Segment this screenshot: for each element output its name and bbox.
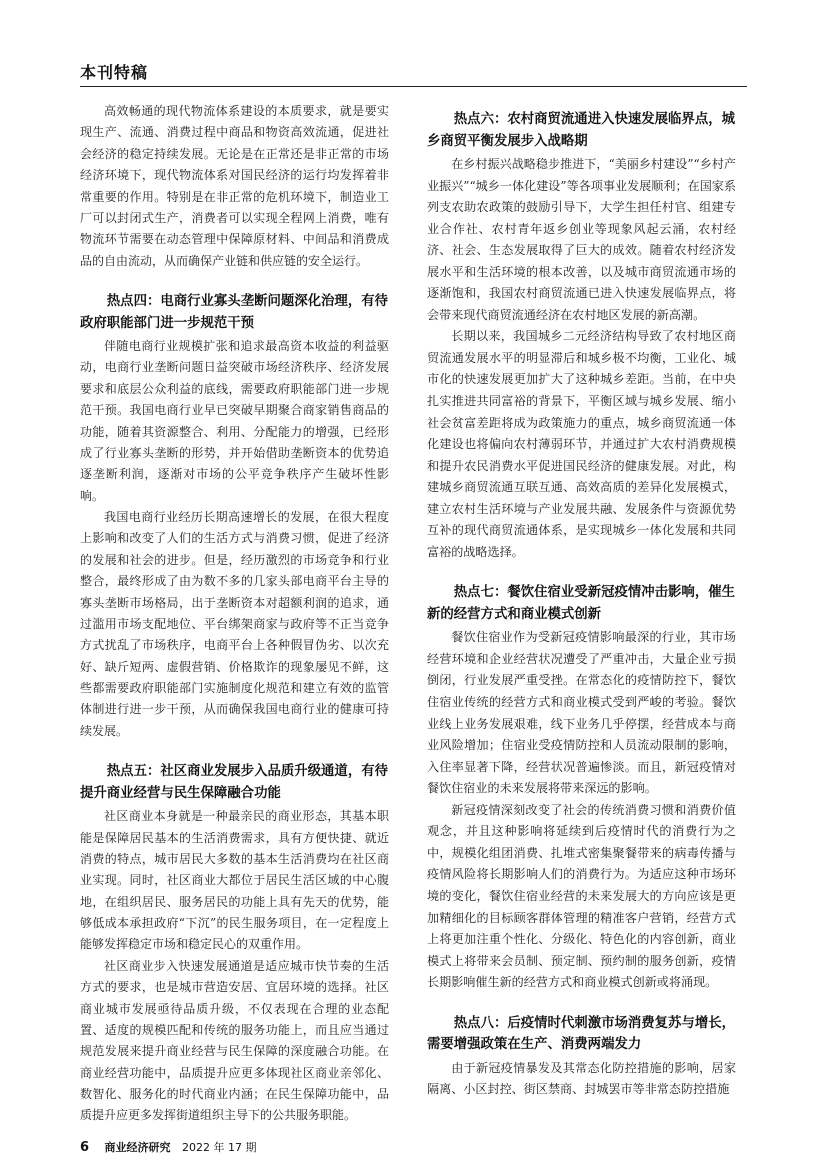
paragraph-community-1: 社区商业本身就是一种最亲民的商业形态，其基本职能是保障居民基本的生活消费需求，具有方便快捷、就近消费的特点，城市居民大多数的基本生活消费均在社区商业实现。同时，社区商业大都位于居民生活区域的中心腹地，在组织居民、服务居民的功能上具有先天的优势，能够低成本承担政府“下沉”的民生服务项目，在一定程度上能够发挥稳定市场和稳定民心的双重作用。 (80, 809, 389, 952)
paragraph-rural-2: 长期以来，我国城乡二元经济结构导致了农村地区商贸流通发展水平的明显滞后和城乡极不均衡，工业化、城市化的快速发展更加扩大了这种城乡差距。当前，在中央扎实推进共同富裕的背景下，平衡区域与城乡发展、缩小社会贫富差距将成为政策施力的重点，城乡商贸流通一体化建设也将偏向农村薄弱环节，并通过扩大农村消费规模和提升农民消费水平促进国民经济的健康发展。对此，构建城乡商贸流通互联互通、高效高质的差异化发展模式，建立农村生活环境与产业发展共融、发展条件与资源优势互补的现代商贸流通体系，是实现城乡一体化发展和共同富裕的战略选择。 (427, 329, 736, 559)
journal-name: 商业经济研究 (104, 1141, 171, 1154)
heading-hotspot-8: 热点八：后疫情时代刺激市场消费复苏与增长，需要增强政策在生产、消费两端发力 (427, 1015, 735, 1053)
heading-hotspot-4: 热点四：电商行业寡头垄断问题深化治理，有待政府职能部门进一步规范干预 (80, 294, 388, 331)
paragraph-community-2: 社区商业步入快速发展通道是适应城市快节奏的生活方式的要求，也是城市营造安居、宜居环境的选择。社区商业城市发展亟待品质升级，不仅表现在合理的业态配置、适度的规模匹配和传统的服务功能上，而且应当通过规范发展来提升商业经营与民生保障的深度融合功能。在商业经营功能中，品质提升应更多体现社区商业亲邻化、数智化、服务化的时代商业内涵；在民生保障功能中，品质提升应更多发挥街道组织主导下的公共服务职能。 (80, 958, 389, 1123)
heading-hotspot-7: 热点七：餐饮住宿业受新冠疫情冲击影响，催生新的经营方式和商业模式创新 (427, 585, 735, 622)
paragraph-logistics: 高效畅通的现代物流体系建设的本质要求，就是要实现生产、流通、消费过程中商品和物资高效流通，促进社会经济的稳定持续发展。无论是在正常还是非正常的市场经济环境下，现代物流体系对国民经济的运行均发挥着非常重要的作用。特别是在非正常的危机环境下，制造业工厂可以封闭式生产，消费者可以实现全程网上消费，唯有物流环节需要在动态管理中保障原材料、中间品和消费成品的自由流动，从而确保产业链和供应链的安全运行。 (80, 104, 389, 268)
paragraph-catering-2: 新冠疫情深刻改变了社会的传统消费习惯和消费价值观念，并且这种影响将延续到后疫情时代的消费行为之中，规模化组团消费、扎堆式密集聚餐带来的病毒传播与疫情风险将长期影响人们的消费行为。为适应这种市场环境的变化，餐饮住宿业经营的未来发展大的方向应该是更加精细化的目标顾客群体管理的精准客户营销，经营方式上将更加注重个性化、分级化、特色化的内容创新，商业模式上将带来会员制、预定制、预约制的服务创新，疫情长期影响催生新的经营方式和商业模式创新或将涌现。 (427, 802, 736, 990)
heading-hotspot-6: 热点六：农村商贸流通进入快速发展临界点，城乡商贸平衡发展步入战略期 (427, 112, 735, 149)
section-title: 本刊特稿 (80, 63, 149, 82)
issue-label: 2022 年 17 期 (182, 1141, 257, 1154)
paragraph-rural-1: 在乡村振兴战略稳步推进下，“美丽乡村建设”“乡村产业振兴”“城乡一体化建设”等各项事业发展顺利；在国家系列支农助农政策的鼓励引导下，大学生担任村官、组建专业合作社、农村青年返乡创业等现象风起云涌，农村经济、社会、生态发展取得了巨大的成效。随着农村经济发展水平和生活环境的根本改善，以及城市商贸流通市场的逐渐饱和，我国农村商贸流通已进入快速发展临界点，将会带来现代商贸流通经济在农村地区发展的新高潮。 (427, 157, 736, 322)
left-column (80, 101, 389, 1127)
right-column (427, 101, 736, 1101)
paragraph-catering-1: 餐饮住宿业作为受新冠疫情影响最深的行业，其市场经营环境和企业经营状况遭受了严重冲击，大量企业亏损倒闭，行业发展严重受挫。在常态化的疫情防控下，餐饮住宿业传统的经营方式和商业模式受到严峻的考验。餐饮业线上业务发展艰难，线下业务几乎停摆，经营成本与商业风险增加；住宿业受疫情防控和人员流动限制的影响，入住率显著下降，经营状况普遍惨淡。而且，新冠疫情对餐饮住宿业的未来发展将带来深远的影响。 (427, 630, 736, 796)
header-divider (80, 86, 747, 87)
paragraph-ecommerce-1: 伴随电商行业规模扩张和追求最高资本收益的利益驱动，电商行业垄断问题日益突破市场经济秩序、经济发展要求和底层公众利益的底线，需要政府职能部门进一步规范干预。我国电商行业早已突破早期聚合商家销售商品的功能，随着其资源整合、利用、分配能力的增强，已经形成了行业寡头垄断的形势，并开始借助垄断资本的优势追逐垄断利润，逐渐对市场的公平竞争秩序产生破坏性影响。 (80, 339, 389, 503)
paragraph-consumption-1: 由于新冠疫情暴发及其常态化防控措施的影响，居家隔离、小区封控、街区禁商、封城罢市等非常态防控措施 (427, 1060, 736, 1097)
heading-hotspot-5: 热点五：社区商业发展步入品质升级通道，有待提升商业经营与民生保障融合功能 (80, 764, 388, 801)
page-number: 6 (80, 1140, 90, 1155)
paragraph-ecommerce-2: 我国电商行业经历长期高速增长的发展，在很大程度上影响和改变了人们的生活方式与消费习惯，促进了经济的发展和社会的进步。但是，经历激烈的市场竞争和行业整合，最终形成了由为数不多的几家头部电商平台主导的寡头垄断市场格局，出于垄断资本对超额利润的追求，通过滥用市场支配地位、平台绑架商家与政府等不正当竞争方式扰乱了市场秩序，电商平台上各种假冒伪劣、以次充好、缺斤短两、虚假营销、价格欺诈的现象屡见不鲜，这些都需要政府职能部门实施制度化规范和建立有效的监管体制进行进一步干预，从而确保我国电商行业的健康可持续发展。 (80, 510, 389, 738)
page-footer (80, 1139, 257, 1155)
